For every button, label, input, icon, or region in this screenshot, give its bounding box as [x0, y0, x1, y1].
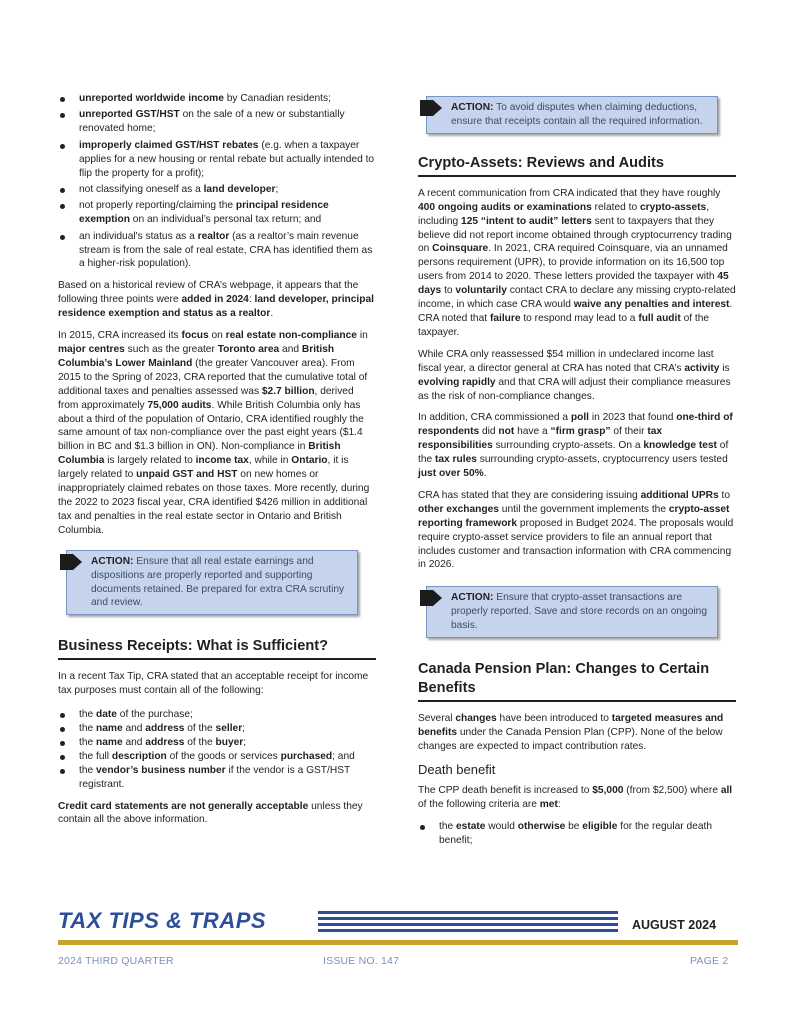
emphasis-text: date — [96, 709, 117, 721]
body-text: of the — [418, 440, 729, 466]
emphasis-text: Toronto area — [217, 344, 280, 355]
right-column — [418, 96, 736, 855]
body-text: . — [483, 468, 487, 480]
emphasis-text: major centres — [58, 344, 125, 355]
paragraph-real-estate-focus — [58, 329, 376, 538]
body-text: such as the greater — [124, 344, 218, 355]
emphasis-text: address — [145, 736, 185, 748]
emphasis-text: Credit card statements — [58, 800, 169, 812]
body-text: to — [718, 489, 731, 501]
body-text: : — [557, 798, 561, 810]
emphasis-text: British Columbia — [58, 441, 341, 467]
emphasis-text: unreported GST/HST — [79, 109, 180, 121]
body-text: Based on a historical review of CRA’s webpage, it appears that the following three points were — [58, 280, 359, 306]
receipt-requirements-list — [58, 708, 376, 791]
emphasis-text: income tax — [195, 455, 249, 467]
body-text: (from $2,500) where — [623, 784, 721, 796]
emphasis-text: name — [96, 736, 123, 748]
emphasis-text: one-third of respondents — [418, 412, 733, 438]
paragraph-added-2024 — [58, 279, 376, 321]
body-text: by Canadian residents; — [223, 93, 331, 104]
left-column — [58, 92, 376, 835]
emphasis-text: address — [145, 723, 185, 735]
emphasis-text: additional UPRs — [640, 489, 719, 501]
body-text: While CRA only reassessed $54 million in undeclared income last fiscal year, a director general at CRA has noted that CRA’s — [418, 348, 714, 374]
body-text: on — [208, 330, 226, 342]
body-text: . — [270, 308, 274, 320]
emphasis-text: British Columbia’s Lower Mainland — [58, 344, 335, 369]
emphasis-text: focus — [181, 330, 209, 342]
body-text: of the purchase; — [116, 709, 193, 721]
body-text: contact CRA to declare any missing crypto-related income, in which case CRA would — [418, 285, 736, 311]
body-text: to — [441, 285, 456, 297]
paragraph-crypto-upr — [418, 489, 736, 572]
emphasis-text: estate — [456, 820, 486, 832]
emphasis-text: failure — [489, 312, 521, 324]
paragraph-cpp-changes — [418, 712, 736, 754]
emphasis-text: crypto-asset reporting framework — [418, 503, 730, 529]
emphasis-text: land developer — [203, 183, 276, 195]
body-text: . CRA noted that — [418, 299, 733, 324]
body-text: , while in — [248, 455, 292, 467]
body-text: would — [485, 820, 518, 832]
list-item — [58, 92, 376, 106]
list-item — [58, 708, 376, 722]
emphasis-text: other exchanges — [418, 503, 499, 515]
body-text: proposed in Budget 2024. The proposals would require crypto-asset service providers to file an annual report that includes customer and transaction information with CRA commencing in 2026. — [418, 517, 734, 571]
body-text: , it is largely related to — [58, 455, 349, 481]
list-item — [58, 199, 376, 227]
body-text: CRA has stated that they are considering issuing — [418, 489, 641, 501]
emphasis-text: tax responsibilities — [418, 426, 663, 452]
action-label: ACTION: — [451, 592, 494, 604]
body-text: and — [122, 723, 146, 735]
body-text: is — [719, 362, 730, 374]
body-text: , derived from approximately — [58, 385, 354, 411]
body-text: of the taxpayer. — [418, 312, 710, 338]
heading-crypto: Crypto-Assets: Reviews and Audits — [418, 154, 736, 177]
emphasis-text: improperly claimed GST/HST rebates — [79, 139, 259, 151]
compliance-risk-list — [58, 92, 376, 271]
emphasis-text: changes — [455, 713, 497, 725]
emphasis-text: tax rules — [435, 454, 477, 466]
list-item — [58, 230, 376, 272]
body-text: of the following criteria are — [418, 798, 540, 810]
emphasis-text: added in 2024 — [181, 294, 249, 306]
arrow-right-icon — [420, 590, 442, 606]
body-text: sent to taxpayers that they believe did not report income obtained through cryptocurrency trading on — [418, 215, 732, 255]
action-text: Ensure that all real estate earnings and dispositions are properly reported and supporting documents retained. Be prepared for extra CRA scrutiny and review. — [91, 555, 345, 609]
body-text: the — [79, 764, 96, 776]
action-box-crypto — [426, 586, 718, 638]
body-text: surrounding crypto-assets, cryptocurrency users tested — [476, 454, 728, 466]
footer-divider — [58, 940, 738, 945]
list-item — [58, 764, 376, 792]
emphasis-text: 400 ongoing audits or examinations — [418, 201, 592, 213]
body-text: on new homes or inappropriately claimed rebates on those taxes. More recently, during the 2022 to 2023 fiscal year, CRA identified $426 million in additional tax and penalties in the real estate sector in Ontario and British Columbia. — [58, 469, 370, 536]
emphasis-text: all — [720, 784, 733, 796]
emphasis-text: unreported worldwide income — [79, 93, 224, 104]
emphasis-text: otherwise — [517, 820, 566, 832]
body-text: for the regular death benefit; — [439, 820, 712, 846]
newsletter-title: TAX TIPS & TRAPS — [58, 908, 267, 933]
body-text: and — [279, 344, 302, 355]
emphasis-text: buyer — [215, 736, 244, 748]
body-text: ; and — [332, 750, 355, 762]
body-text: The CPP death benefit is increased to — [418, 784, 593, 796]
body-text: , including — [418, 201, 710, 227]
body-text: ; — [242, 723, 245, 735]
list-item — [58, 750, 376, 764]
emphasis-text: seller — [215, 723, 243, 735]
paragraph-death-benefit — [418, 784, 736, 812]
paragraph-crypto-poll — [418, 411, 736, 481]
title-stripes — [318, 911, 618, 935]
paragraph-receipt-intro — [58, 670, 376, 698]
emphasis-text: unpaid GST and HST — [136, 469, 238, 481]
emphasis-text: land developer, principal residence exemption and status as a realtor — [58, 294, 374, 320]
body-text: is largely related to — [104, 455, 196, 467]
body-text: in 2023 that found — [589, 412, 677, 424]
body-text: related to — [591, 201, 640, 213]
body-text: the — [439, 820, 456, 832]
body-text: of the goods or services — [166, 750, 281, 762]
body-text: on the sale of a new or substantially renovated home; — [79, 109, 345, 135]
body-text: (e.g. when a taxpayer applies for a new housing or rental rebate but actually intended to flip the property for a profit); — [79, 139, 375, 179]
heading-business-receipts: Business Receipts: What is Sufficient? — [58, 637, 376, 660]
emphasis-text: eligible — [582, 820, 618, 832]
emphasis-text: principal residence exemption — [79, 200, 329, 226]
emphasis-text: crypto-assets — [639, 201, 707, 213]
emphasis-text: poll — [570, 412, 589, 424]
paragraph-crypto-audits — [418, 187, 736, 340]
action-label: ACTION: — [91, 555, 134, 567]
emphasis-text: name — [96, 723, 123, 735]
body-text: surrounding crypto-assets. On a — [492, 440, 644, 452]
body-text: have been introduced to — [496, 713, 612, 725]
paragraph-crypto-activity — [418, 348, 736, 404]
body-text: In 2015, CRA increased its — [58, 330, 182, 342]
emphasis-text: met — [539, 798, 558, 810]
emphasis-text: are not generally acceptable — [171, 800, 309, 812]
body-text: until the government implements the — [498, 503, 669, 515]
issue-date: AUGUST 2024 — [632, 918, 717, 932]
footer-page-number: PAGE 2 — [690, 955, 729, 967]
list-item — [58, 183, 376, 197]
emphasis-text: description — [111, 750, 167, 762]
body-text: on an individual’s personal tax return; and — [129, 214, 322, 226]
emphasis-text: just over 50% — [418, 468, 484, 480]
list-item — [58, 722, 376, 736]
body-text: the — [79, 709, 96, 721]
emphasis-text: Ontario — [291, 455, 328, 467]
emphasis-text: Coinsquare — [432, 243, 489, 255]
body-text: not classifying oneself as a — [79, 183, 204, 195]
body-text: ; — [275, 183, 279, 195]
body-text: A recent communication from CRA indicated that they have roughly — [418, 187, 721, 199]
body-text: be — [565, 820, 583, 832]
body-text: In a recent Tax Tip, CRA stated that an acceptable receipt for income tax purposes must contain all of the following: — [58, 671, 369, 697]
emphasis-text: realtor — [197, 230, 230, 242]
body-text: . In 2021, CRA required Coinsquare, via an unnamed persons requirement (UPR), to provide information on its 16,500 top users from 2014 to 2020. These letters provided the taxpayer with — [418, 243, 728, 283]
emphasis-text: “firm grasp” — [550, 426, 611, 438]
body-text: In addition, CRA commissioned a — [418, 412, 571, 424]
emphasis-text: 125 “intent to audit” letters — [461, 215, 592, 227]
body-text: if the vendor is a GST/HST registrant. — [79, 764, 351, 790]
body-text: and that CRA will adjust their compliance measures as the risk of non-compliance changes. — [418, 376, 731, 402]
body-text: and — [122, 736, 146, 748]
footer-issue-number: ISSUE NO. 147 — [323, 955, 400, 967]
subheading-death-benefit: Death benefit — [418, 761, 496, 777]
body-text: : — [248, 294, 255, 306]
list-item — [418, 820, 736, 848]
emphasis-text: $5,000 — [592, 784, 624, 796]
emphasis-text: real estate non-compliance — [225, 330, 357, 342]
emphasis-text: waive any penalties and interest — [573, 299, 730, 311]
emphasis-text: 45 days — [418, 271, 729, 297]
list-item — [58, 108, 376, 136]
emphasis-text: 75,000 audits — [147, 399, 212, 411]
body-text: did — [479, 426, 499, 438]
emphasis-text: not — [498, 426, 515, 438]
action-label: ACTION: — [451, 102, 494, 113]
body-text: unless they contain all the above information. — [58, 800, 363, 826]
body-text: (the greater Vancouver area). From 2015 to the Spring of 2023, CRA reported that the cumulative total of additional taxes and penalties assessed was — [58, 357, 368, 397]
emphasis-text: vendor’s business number — [96, 764, 226, 776]
emphasis-text: knowledge test — [643, 440, 717, 452]
arrow-right-icon — [60, 554, 82, 570]
body-text: to respond may lead to a — [520, 312, 639, 324]
body-text: ; — [243, 736, 247, 748]
death-benefit-criteria-list — [418, 820, 736, 848]
action-box-real-estate — [66, 550, 358, 616]
body-text: not properly reporting/claiming the — [79, 200, 236, 212]
body-text: . While British Columbia only has about a third of the population of Ontario, CRA identified roughly the same amount of tax non-compliance over the past eight years ($1.4 billion in BC and $1.3 billion in ON). Non-compliance in — [58, 399, 364, 453]
emphasis-text: targeted measures and benefits — [418, 713, 724, 738]
body-text: an individual's status as a — [79, 230, 198, 242]
list-item — [58, 736, 376, 750]
body-text: of the — [184, 736, 216, 748]
emphasis-text: full audit — [638, 312, 681, 324]
emphasis-text: $2.7 billion — [261, 385, 315, 397]
emphasis-text: evolving rapidly — [418, 376, 496, 388]
body-text: of their — [610, 426, 648, 438]
list-item — [58, 139, 376, 181]
action-box-receipts — [426, 96, 718, 134]
action-text: Ensure that crypto-asset transactions are properly reported. Save and store records on an ongoing basis. — [451, 592, 707, 632]
body-text: under the Canada Pension Plan (CPP). None of the below changes are expected to impact contribution rates. — [418, 727, 723, 752]
emphasis-text: activity — [684, 362, 720, 374]
emphasis-text: voluntarily — [455, 285, 507, 297]
emphasis-text: purchased — [280, 750, 333, 762]
body-text: in — [356, 330, 368, 342]
footer-quarter: 2024 THIRD QUARTER — [58, 955, 174, 967]
body-text: (as a realtor’s main revenue stream is from the sale of real estate, CRA has identified them as a higher-risk population). — [79, 230, 373, 270]
paragraph-credit-card — [58, 800, 376, 828]
body-text: have a — [514, 426, 551, 438]
body-text: the full — [79, 750, 112, 762]
heading-cpp: Canada Pension Plan: Changes to Certain Benefits — [418, 660, 736, 702]
body-text: of the — [184, 723, 216, 735]
body-text: Several — [418, 713, 456, 725]
body-text: the — [79, 736, 96, 748]
arrow-right-icon — [420, 100, 442, 116]
action-text: To avoid disputes when claiming deductions, ensure that receipts contain all the required information. — [451, 102, 703, 127]
body-text: the — [79, 723, 96, 735]
